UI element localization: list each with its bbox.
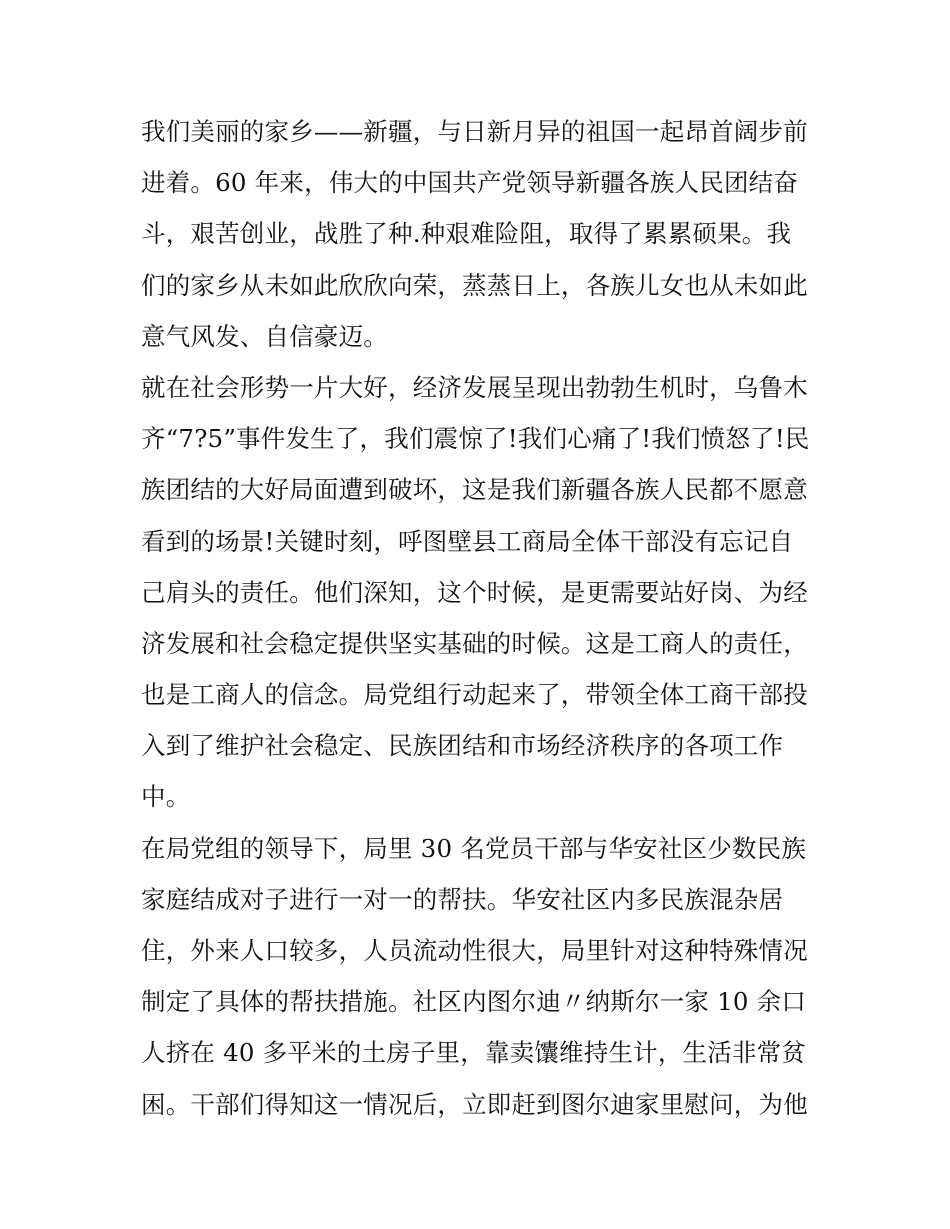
text-line: 们的家乡从未如此欣欣向荣，蒸蒸日上，各族儿女也从未如此 xyxy=(141,270,808,300)
text-line: 困。干部们得知这一情况后，立即赶到图尔迪家里慰问，为他 xyxy=(141,1089,808,1119)
document-body xyxy=(141,106,821,1130)
text-line: 入到了维护社会稳定、民族团结和市场经济秩序的各项工作 xyxy=(141,731,784,761)
text-line: 族团结的大好局面遭到破坏，这是我们新疆各族人民都不愿意 xyxy=(141,475,808,505)
text-line: 己肩头的责任。他们深知，这个时候，是更需要站好岗、为经 xyxy=(141,577,808,607)
text-line: 制定了具体的帮扶措施。社区内图尔迪〃纳斯尔一家 10 余口 xyxy=(141,987,807,1017)
text-line: 进着。60 年来，伟大的中国共产党领导新疆各族人民团结奋 xyxy=(141,168,799,198)
text-line: 看到的场景!关键时刻，呼图壁县工商局全体干部没有忘记自 xyxy=(141,526,794,556)
text-line: 中。 xyxy=(141,782,191,812)
text-line: 我们美丽的家乡——新疆，与日新月异的祖国一起昂首阔步前 xyxy=(141,117,808,146)
text-line: 家庭结成对子进行一对一的帮扶。华安社区内多民族混杂居 xyxy=(141,884,784,914)
text-line: 就在社会形势一片大好，经济发展呈现出勃勃生机时，乌鲁木 xyxy=(141,372,808,402)
text-line: 济发展和社会稳定提供坚实基础的时候。这是工商人的责任， xyxy=(141,628,808,658)
text-line: 在局党组的领导下，局里 30 名党员干部与华安社区少数民族 xyxy=(141,833,807,863)
text-line: 齐“7?5”事件发生了，我们震惊了!我们心痛了!我们愤怒了!民 xyxy=(141,424,810,454)
text-line: 斗，艰苦创业，战胜了种.种艰难险阻，取得了累累硕果。我 xyxy=(141,219,792,249)
text-line: 住，外来人口较多，人员流动性很大，局里针对这种特殊情况 xyxy=(141,936,808,965)
text-line: 人挤在 40 多平米的土房子里，靠卖馕维持生计，生活非常贫 xyxy=(141,1038,807,1068)
text-line: 也是工商人的信念。局党组行动起来了，带领全体工商干部投 xyxy=(141,680,808,710)
text-line: 意气风发、自信豪迈。 xyxy=(141,321,388,351)
